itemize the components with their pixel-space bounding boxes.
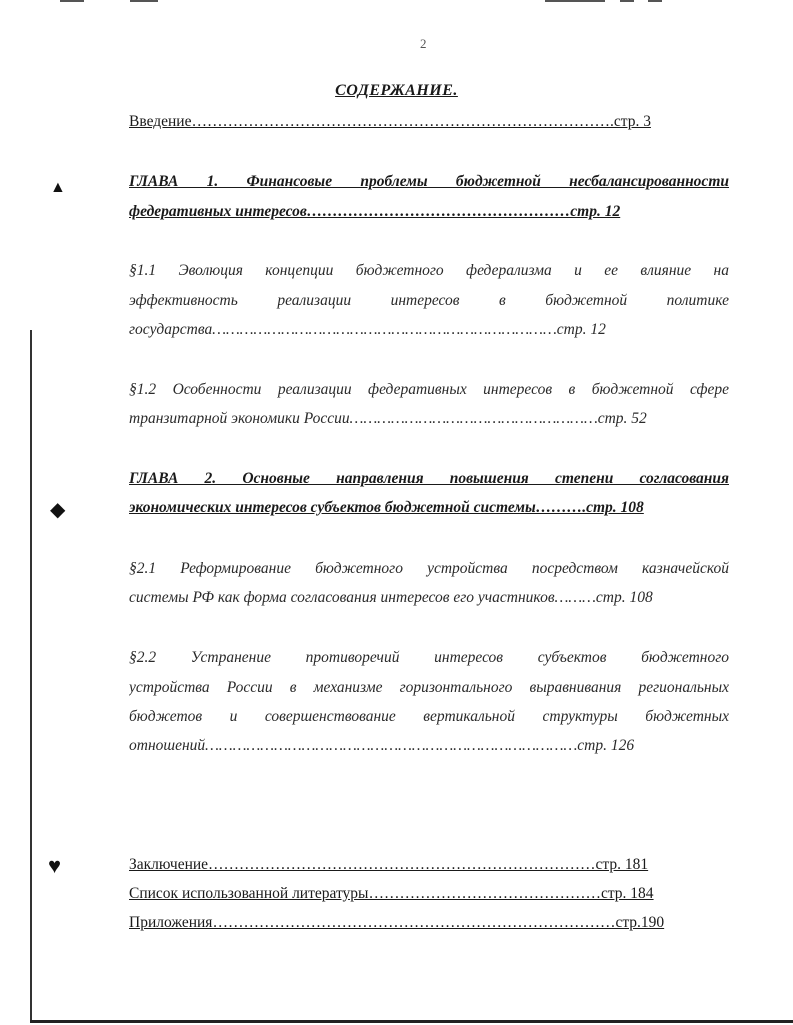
page-title: СОДЕРЖАНИЕ. xyxy=(335,82,458,99)
toc-section-2-2-line3: бюджетов и совершенствование вертикальной структуры бюджетных xyxy=(129,708,729,725)
toc-conclusion: Заключение…………………………………………………………………стр. 181 xyxy=(129,856,649,873)
scan-artifact xyxy=(60,0,84,2)
toc-section-1-2-line1: §1.2 Особенности реализации федеративных интересов в бюджетной сфере xyxy=(129,381,729,398)
binder-hole-mark: ♥ xyxy=(48,853,62,878)
toc-section-2-2-line1: §2.2 Устранение противоречий интересов субъектов бюджетного xyxy=(129,649,729,666)
toc-chapter2-line2: экономических интересов субъектов бюджетной системы……….стр. 108 xyxy=(129,499,644,516)
scan-artifact xyxy=(130,0,158,2)
toc-section-1-1-line3: государства…………………………………………………………………стр. 12 xyxy=(129,321,606,338)
toc-section-2-1-line1: §2.1 Реформирование бюджетного устройства посредством казначейской xyxy=(129,560,729,577)
scan-border-left xyxy=(30,330,32,1020)
binder-hole-mark: ◆ xyxy=(50,499,66,521)
toc-intro: Введение……………………………………………………………………….стр. 3 xyxy=(129,113,651,130)
binder-hole-mark: ▲ xyxy=(50,179,66,196)
toc-section-2-2-line4: отношений………………………………………………………………………стр. 126 xyxy=(129,737,635,754)
toc-appendices: Приложения……………………………………………………………………стр.190 xyxy=(129,914,665,931)
toc-chapter1-line1: ГЛАВА 1. Финансовые проблемы бюджетной несбалансированности xyxy=(129,173,729,190)
scan-artifact xyxy=(648,0,662,2)
toc-references: Список использованной литературы………………………………………стр. 184 xyxy=(129,885,654,902)
scan-border-bottom xyxy=(30,1020,793,1023)
toc-section-2-1-line2: системы РФ как форма согласования интересов его участников………стр. 108 xyxy=(129,589,653,606)
page-number: 2 xyxy=(420,36,427,51)
toc-chapter2-line1: ГЛАВА 2. Основные направления повышения степени согласования xyxy=(129,470,729,487)
toc-section-2-2-line2: устройства России в механизме горизонтального выравнивания региональных xyxy=(129,679,729,696)
toc-chapter1-line2: федеративных интересов……………………………………………стр. 12 xyxy=(129,203,621,220)
toc-section-1-2-line2: транзитарной экономики России………………………………………………стр. 52 xyxy=(129,410,647,427)
scan-artifact xyxy=(620,0,634,2)
scan-artifact xyxy=(545,0,605,2)
toc-section-1-1-line2: эффективность реализации интересов в бюджетной политике xyxy=(129,292,729,309)
toc-section-1-1-line1: §1.1 Эволюция концепции бюджетного федерализма и ее влияние на xyxy=(129,262,729,279)
